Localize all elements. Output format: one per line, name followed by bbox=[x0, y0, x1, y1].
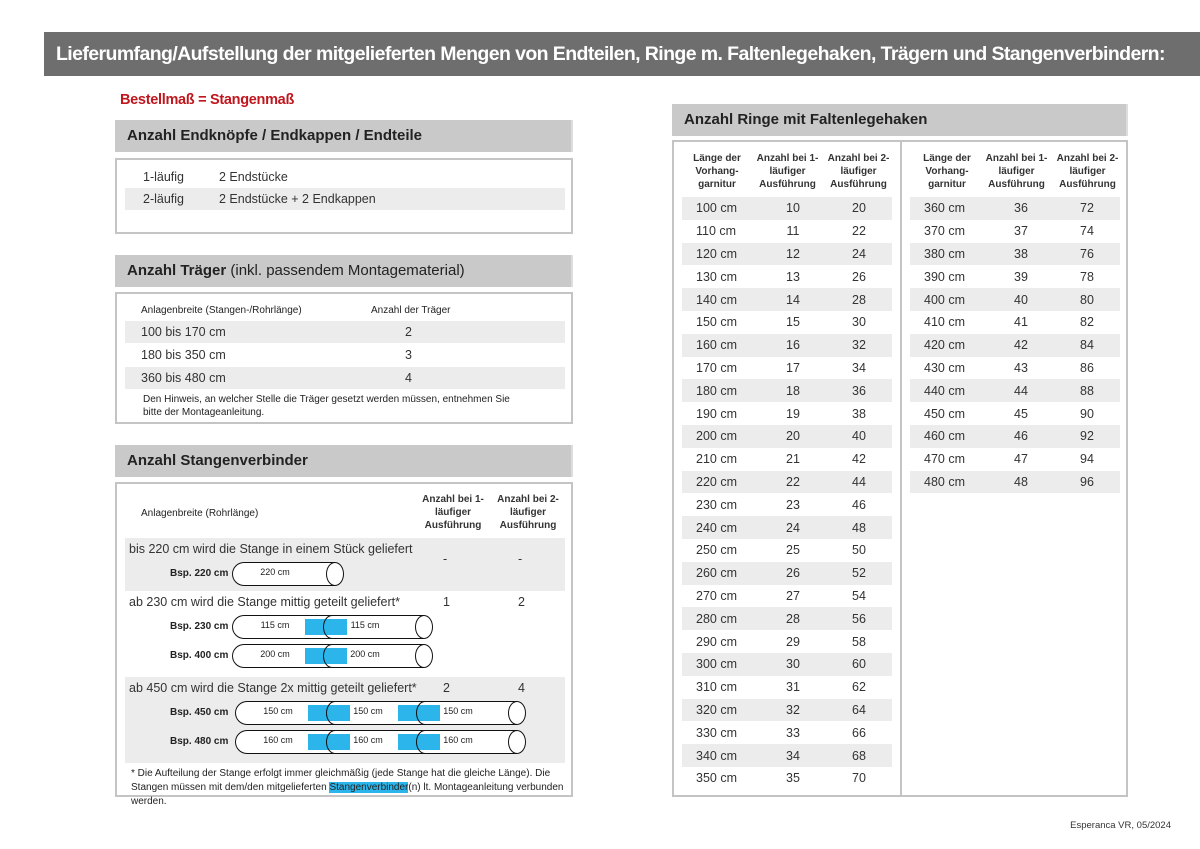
length-cell: 180 cm bbox=[682, 379, 760, 402]
footnote-text: (n) lt. Montageanleitung verbunden werden. bbox=[131, 782, 564, 807]
count-1: - bbox=[443, 552, 448, 566]
count-1-cell: 19 bbox=[786, 406, 800, 421]
count-1-cell: 43 bbox=[1014, 360, 1028, 375]
table-row bbox=[682, 653, 892, 676]
group-text: bis 220 cm wird die Stange in einem Stück geliefert bbox=[129, 542, 413, 556]
row-value: 2 Endstücke bbox=[219, 170, 288, 184]
count-2-cell: 34 bbox=[852, 360, 866, 375]
count: 2 bbox=[405, 325, 412, 339]
count-1-cell: 13 bbox=[786, 269, 800, 284]
count-1-cell: 21 bbox=[786, 452, 800, 467]
table-row bbox=[682, 220, 892, 243]
range: 180 bis 350 cm bbox=[141, 348, 226, 362]
count-2-cell: 72 bbox=[1054, 197, 1120, 220]
rod-end bbox=[415, 644, 433, 668]
group-text: ab 230 cm wird die Stange mittig geteilt geliefert* bbox=[129, 595, 400, 609]
count-1-cell: 26 bbox=[760, 562, 826, 585]
length-cell: 330 cm bbox=[696, 725, 737, 740]
segment-length: 150 cm bbox=[353, 706, 383, 716]
table-row bbox=[910, 379, 1120, 402]
length-cell: 200 cm bbox=[682, 425, 760, 448]
count-1-cell: 32 bbox=[760, 699, 826, 722]
rod-joint bbox=[416, 701, 434, 725]
length-cell: 110 cm bbox=[696, 224, 737, 239]
length-cell: 220 cm bbox=[682, 471, 760, 494]
length-cell: 440 cm bbox=[910, 379, 988, 402]
length-cell: 420 cm bbox=[910, 334, 988, 357]
count-2: 4 bbox=[518, 681, 525, 695]
count-1-cell: 39 bbox=[1014, 269, 1028, 284]
count-1-cell: 11 bbox=[786, 224, 800, 239]
row-type: 1-läufig bbox=[143, 170, 184, 184]
table-row bbox=[682, 243, 892, 266]
row-type: 2-läufig bbox=[143, 192, 184, 206]
table-row bbox=[910, 243, 1120, 266]
count-2-cell: 88 bbox=[1054, 379, 1120, 402]
table-row bbox=[910, 288, 1120, 311]
endteile-row bbox=[125, 166, 565, 188]
table-row bbox=[682, 334, 892, 357]
table-row bbox=[910, 334, 1120, 357]
table-row bbox=[910, 311, 1120, 334]
example-label: Bsp. 220 cm bbox=[170, 568, 229, 579]
length-cell: 210 cm bbox=[696, 452, 737, 467]
count-2-cell: 90 bbox=[1080, 406, 1094, 421]
length-cell: 230 cm bbox=[696, 497, 737, 512]
count-1-cell: 28 bbox=[760, 607, 826, 630]
rod-joint bbox=[326, 730, 344, 754]
count-2-cell: 74 bbox=[1080, 224, 1094, 239]
col-header: Anlagenbreite (Rohrlänge) bbox=[141, 508, 259, 519]
ringe-box bbox=[672, 140, 1128, 797]
length-cell: 470 cm bbox=[924, 452, 965, 467]
count-1-cell: 24 bbox=[760, 516, 826, 539]
table-row bbox=[682, 357, 892, 380]
count-1-cell: 40 bbox=[988, 288, 1054, 311]
count-2-cell: 64 bbox=[826, 699, 892, 722]
count: 3 bbox=[405, 348, 412, 362]
traeger-row bbox=[125, 344, 565, 366]
example-label: Bsp. 480 cm bbox=[170, 736, 229, 747]
count-1-cell: 18 bbox=[760, 379, 826, 402]
count-1-cell: 15 bbox=[786, 315, 800, 330]
rod-diagram bbox=[232, 615, 424, 639]
length-cell: 390 cm bbox=[924, 269, 965, 284]
traeger-row bbox=[125, 367, 565, 389]
range: 100 bis 170 cm bbox=[141, 325, 226, 339]
count-2-cell: 54 bbox=[852, 588, 866, 603]
endteile-box bbox=[115, 158, 573, 234]
col-header: Anzahl bei 2-läufiger Ausführung bbox=[1056, 153, 1119, 190]
count-1-cell: 48 bbox=[988, 471, 1054, 494]
count-2-cell: 80 bbox=[1054, 288, 1120, 311]
rod-end bbox=[508, 701, 526, 725]
count-1-cell: 46 bbox=[988, 425, 1054, 448]
example-label: Bsp. 230 cm bbox=[170, 621, 229, 632]
count-1-cell: 10 bbox=[760, 197, 826, 220]
length-cell: 270 cm bbox=[696, 588, 737, 603]
count-1-cell: 12 bbox=[760, 243, 826, 266]
count-1-cell: 27 bbox=[786, 588, 800, 603]
verbinder-heading bbox=[115, 445, 573, 477]
table-row bbox=[682, 699, 892, 722]
length-cell: 320 cm bbox=[682, 699, 760, 722]
endteile-row bbox=[125, 188, 565, 210]
rod-joint bbox=[416, 730, 434, 754]
length-cell: 260 cm bbox=[682, 562, 760, 585]
rod-joint bbox=[323, 615, 341, 639]
length-cell: 290 cm bbox=[696, 634, 737, 649]
count-2-cell: 22 bbox=[852, 224, 866, 239]
table-row bbox=[682, 265, 892, 288]
count-2-cell: 36 bbox=[826, 379, 892, 402]
count-1-cell: 20 bbox=[760, 425, 826, 448]
count-2-cell: 56 bbox=[826, 607, 892, 630]
count-2-cell: 70 bbox=[852, 771, 866, 786]
count-2-cell: 40 bbox=[826, 425, 892, 448]
table-row bbox=[910, 197, 1120, 220]
rod-diagram bbox=[235, 701, 517, 725]
count-1-cell: 44 bbox=[988, 379, 1054, 402]
length-cell: 460 cm bbox=[910, 425, 988, 448]
example-label: Bsp. 400 cm bbox=[170, 650, 229, 661]
length-cell: 250 cm bbox=[696, 543, 737, 558]
segment-length: 160 cm bbox=[353, 735, 383, 745]
verbinder-footnote bbox=[131, 767, 571, 809]
count-1: 1 bbox=[443, 595, 450, 609]
range: 360 bis 480 cm bbox=[141, 371, 226, 385]
length-cell: 240 cm bbox=[682, 516, 760, 539]
table-row bbox=[682, 721, 892, 744]
count-2-cell: 52 bbox=[826, 562, 892, 585]
length-cell: 400 cm bbox=[910, 288, 988, 311]
count-1-cell: 42 bbox=[988, 334, 1054, 357]
traeger-row bbox=[125, 321, 565, 343]
count-2-cell: 58 bbox=[852, 634, 866, 649]
count-1-cell: 23 bbox=[786, 497, 800, 512]
count-2-cell: 38 bbox=[852, 406, 866, 421]
length-cell: 300 cm bbox=[682, 653, 760, 676]
table-row bbox=[682, 539, 892, 562]
count-1-cell: 41 bbox=[1014, 315, 1028, 330]
count-2-cell: 94 bbox=[1080, 452, 1094, 467]
count-1-cell: 16 bbox=[760, 334, 826, 357]
ringe-heading-text: Anzahl Ringe mit Faltenlegehaken bbox=[684, 111, 928, 128]
table-row bbox=[682, 197, 892, 220]
row-value: 2 Endstücke + 2 Endkappen bbox=[219, 192, 376, 206]
count-2-cell: 44 bbox=[826, 471, 892, 494]
count-2-cell: 84 bbox=[1054, 334, 1120, 357]
ringe-table-left bbox=[682, 197, 892, 790]
col-header: Anlagenbreite (Stangen-/Rohrlänge) bbox=[141, 305, 302, 316]
segment-length: 150 cm bbox=[263, 706, 293, 716]
count-1-cell: 38 bbox=[988, 243, 1054, 266]
rod-end bbox=[415, 615, 433, 639]
traeger-heading-rest: (inkl. passendem Montagematerial) bbox=[226, 262, 465, 279]
length-cell: 140 cm bbox=[682, 288, 760, 311]
rod-joint bbox=[326, 701, 344, 725]
length-cell: 130 cm bbox=[696, 269, 737, 284]
traeger-heading-bold: Anzahl Träger bbox=[127, 262, 227, 279]
count-1-cell: 25 bbox=[786, 543, 800, 558]
table-row bbox=[682, 630, 892, 653]
group-text: ab 450 cm wird die Stange 2x mittig geteilt geliefert* bbox=[129, 681, 417, 695]
table-row bbox=[682, 311, 892, 334]
table-row bbox=[910, 471, 1120, 494]
table-row bbox=[910, 220, 1120, 243]
col-header: Anzahl bei 1-läufiger Ausführung bbox=[756, 153, 819, 190]
length-cell: 150 cm bbox=[696, 315, 737, 330]
example-label: Bsp. 450 cm bbox=[170, 707, 229, 718]
col-header: Anzahl der Träger bbox=[371, 305, 451, 316]
footnote-text: * Die Aufteilung der Stange erfolgt immer gleichmäßig (jede Stange hat die gleiche Länge). Die Stangen müssen mit dem/den mitgelieferten bbox=[131, 768, 551, 793]
rod-end bbox=[508, 730, 526, 754]
length-cell: 410 cm bbox=[924, 315, 965, 330]
count-2-cell: 96 bbox=[1054, 471, 1120, 494]
count-2-cell: 20 bbox=[826, 197, 892, 220]
length-cell: 170 cm bbox=[696, 360, 737, 375]
count-2-cell: 26 bbox=[852, 269, 866, 284]
segment-length: 115 cm bbox=[350, 620, 380, 630]
count-2-cell: 24 bbox=[826, 243, 892, 266]
endteile-heading-text: Anzahl Endknöpfe / Endkappen / Endteile bbox=[127, 127, 423, 144]
table-row bbox=[682, 379, 892, 402]
table-row bbox=[682, 425, 892, 448]
table-row bbox=[682, 767, 892, 790]
length-cell: 380 cm bbox=[910, 243, 988, 266]
segment-length: 115 cm bbox=[260, 620, 290, 630]
count-2: - bbox=[518, 552, 523, 566]
table-row bbox=[682, 516, 892, 539]
count-2-cell: 32 bbox=[826, 334, 892, 357]
table-row bbox=[910, 265, 1120, 288]
count-2-cell: 60 bbox=[826, 653, 892, 676]
footer-credit: Esperanca VR, 05/2024 bbox=[1070, 820, 1171, 831]
count-1-cell: 34 bbox=[760, 744, 826, 767]
col-header: Anzahl bei 2-läufiger Ausführung bbox=[497, 494, 559, 531]
verbinder-group bbox=[125, 591, 565, 677]
table-row bbox=[682, 402, 892, 425]
verbinder-box bbox=[115, 482, 573, 807]
length-cell: 370 cm bbox=[924, 224, 965, 239]
col-header: Anzahl bei 1-läufiger Ausführung bbox=[422, 494, 484, 531]
traeger-box bbox=[115, 292, 573, 424]
count-2-cell: 86 bbox=[1080, 360, 1094, 375]
count-2-cell: 28 bbox=[826, 288, 892, 311]
traeger-note: Den Hinweis, an welcher Stelle die Träger gesetzt werden müssen, entnehmen Sie bitte der Montageanleitung. bbox=[143, 394, 510, 418]
segment-length: 160 cm bbox=[263, 735, 293, 745]
length-cell: 120 cm bbox=[682, 243, 760, 266]
table-row bbox=[910, 402, 1120, 425]
table-row bbox=[682, 493, 892, 516]
count-1-cell: 31 bbox=[786, 680, 800, 695]
verbinder-heading-text: Anzahl Stangenverbinder bbox=[127, 452, 308, 469]
ringe-table-right bbox=[910, 197, 1120, 493]
count-1-cell: 35 bbox=[786, 771, 800, 786]
length-cell: 350 cm bbox=[696, 771, 737, 786]
count: 4 bbox=[405, 371, 412, 385]
page-title: Lieferumfang/Aufstellung der mitgelieferten Mengen von Endteilen, Ringe m. Faltenlegehaken, Trägern und Stangenverbindern: bbox=[44, 32, 1200, 76]
count-2-cell: 68 bbox=[826, 744, 892, 767]
count-2-cell: 30 bbox=[852, 315, 866, 330]
length-cell: 100 cm bbox=[682, 197, 760, 220]
count-2-cell: 66 bbox=[852, 725, 866, 740]
table-row bbox=[910, 357, 1120, 380]
count-1-cell: 47 bbox=[1014, 452, 1028, 467]
length-cell: 340 cm bbox=[682, 744, 760, 767]
count-1-cell: 17 bbox=[786, 360, 800, 375]
segment-length: 220 cm bbox=[260, 567, 290, 577]
count-2-cell: 62 bbox=[852, 680, 866, 695]
count-1-cell: 37 bbox=[1014, 224, 1028, 239]
count-1-cell: 14 bbox=[760, 288, 826, 311]
rod-end bbox=[326, 562, 344, 586]
table-row bbox=[682, 744, 892, 767]
length-cell: 280 cm bbox=[682, 607, 760, 630]
length-cell: 450 cm bbox=[924, 406, 965, 421]
footnote-highlight: Stangenverbinder bbox=[329, 782, 409, 793]
table-row bbox=[682, 585, 892, 608]
table-row bbox=[682, 288, 892, 311]
endteile-heading bbox=[115, 120, 573, 152]
table-row bbox=[682, 607, 892, 630]
length-cell: 480 cm bbox=[910, 471, 988, 494]
table-row bbox=[910, 425, 1120, 448]
verbinder-group bbox=[125, 538, 565, 591]
count-2-cell: 82 bbox=[1080, 315, 1094, 330]
table-row bbox=[682, 471, 892, 494]
count-1-cell: 29 bbox=[786, 634, 800, 649]
segment-length: 200 cm bbox=[260, 649, 290, 659]
count-2: 2 bbox=[518, 595, 525, 609]
count-1-cell: 33 bbox=[786, 725, 800, 740]
count-1-cell: 36 bbox=[988, 197, 1054, 220]
count-1: 2 bbox=[443, 681, 450, 695]
rod-diagram bbox=[235, 730, 517, 754]
col-header: Anzahl bei 1-läufiger Ausführung bbox=[985, 153, 1048, 190]
ringe-heading bbox=[672, 104, 1128, 136]
length-cell: 310 cm bbox=[696, 680, 737, 695]
count-2-cell: 76 bbox=[1054, 243, 1120, 266]
col-header: Länge der Vorhang-garnitur bbox=[923, 153, 971, 190]
count-2-cell: 92 bbox=[1054, 425, 1120, 448]
verbinder-group bbox=[125, 677, 565, 763]
table-row bbox=[910, 448, 1120, 471]
count-2-cell: 78 bbox=[1080, 269, 1094, 284]
table-row bbox=[682, 448, 892, 471]
count-2-cell: 46 bbox=[852, 497, 866, 512]
traeger-heading bbox=[115, 255, 573, 287]
column-divider bbox=[900, 142, 902, 795]
count-2-cell: 42 bbox=[852, 452, 866, 467]
count-1-cell: 45 bbox=[1014, 406, 1028, 421]
rod-joint bbox=[323, 644, 341, 668]
rod-diagram bbox=[232, 644, 424, 668]
count-1-cell: 22 bbox=[760, 471, 826, 494]
col-header: Anzahl bei 2-läufiger Ausführung bbox=[827, 153, 890, 190]
length-cell: 360 cm bbox=[910, 197, 988, 220]
rod-diagram bbox=[232, 562, 335, 586]
count-2-cell: 50 bbox=[852, 543, 866, 558]
length-cell: 160 cm bbox=[682, 334, 760, 357]
order-note: Bestellmaß = Stangenmaß bbox=[120, 92, 295, 108]
table-row bbox=[682, 676, 892, 699]
length-cell: 430 cm bbox=[924, 360, 965, 375]
table-row bbox=[682, 562, 892, 585]
segment-length: 160 cm bbox=[443, 735, 473, 745]
segment-length: 200 cm bbox=[350, 649, 380, 659]
count-2-cell: 48 bbox=[826, 516, 892, 539]
segment-length: 150 cm bbox=[443, 706, 473, 716]
length-cell: 190 cm bbox=[696, 406, 737, 421]
count-1-cell: 30 bbox=[760, 653, 826, 676]
col-header: Länge der Vorhang-garnitur bbox=[693, 153, 741, 190]
